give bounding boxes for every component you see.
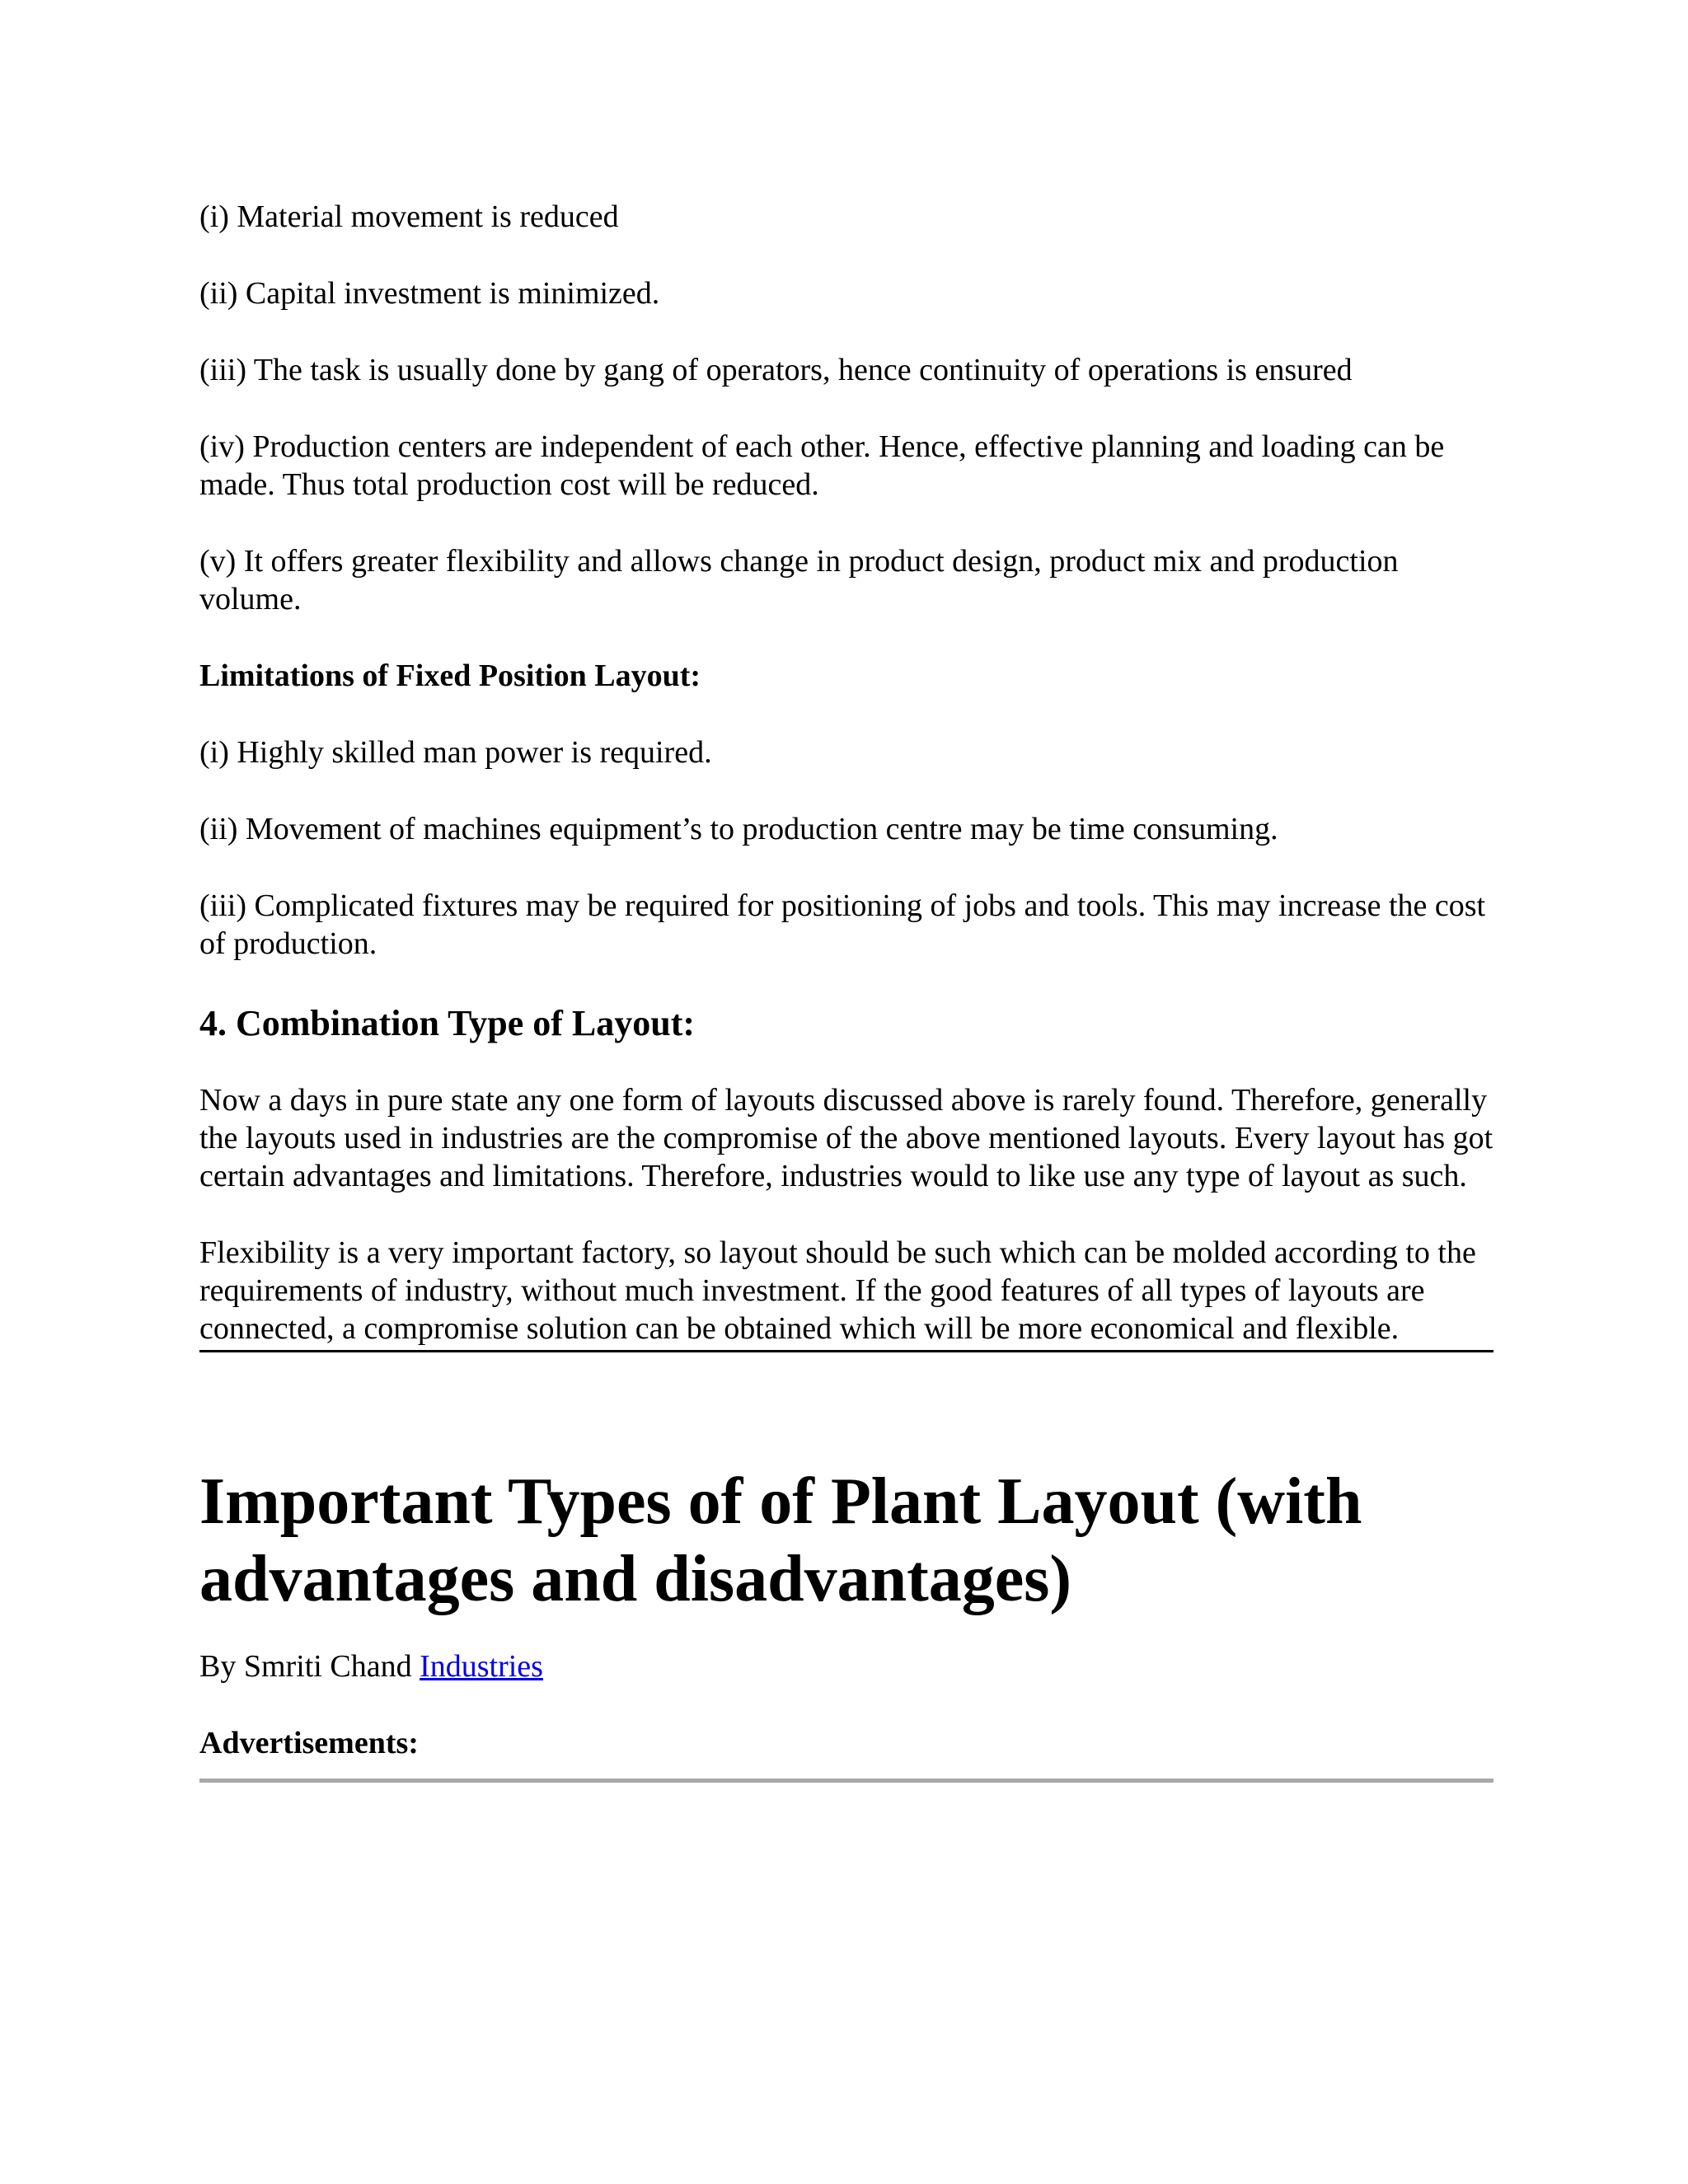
section-divider [199, 1350, 1493, 1352]
advertisements-label: Advertisements: [199, 1726, 419, 1760]
advantage-item-5: (v) It offers greater flexibility and allows change in product design, product mix and production volume. [199, 544, 1399, 616]
advantage-item-1: (i) Material movement is reduced [199, 199, 619, 234]
advantage-item-3: (iii) The task is usually done by gang of operators, hence continuity of operations is ensured [199, 353, 1353, 387]
limitations-heading: Limitations of Fixed Position Layout: [199, 658, 701, 693]
limitation-item-1: (i) Highly skilled man power is required. [199, 735, 712, 770]
document-page [199, 198, 1493, 1783]
combination-paragraph-2: Flexibility is a very important factory, so layout should be such which can be molded according to the requirements of industry, without much investment. If the good features of all types of layouts are connected, a compromise solution can be obtained which will be more economical and flexible. [199, 1235, 1476, 1346]
limitation-item-3: (iii) Complicated fixtures may be required for positioning of jobs and tools. This may increase the cost of production. [199, 888, 1486, 961]
byline [199, 1647, 1493, 1685]
combination-heading: 4. Combination Type of Layout: [199, 1003, 696, 1043]
advantage-item-2: (ii) Capital investment is minimized. [199, 276, 660, 311]
category-link[interactable]: Industries [420, 1649, 543, 1684]
limitation-item-2: (ii) Movement of machines equipment’s to production centre may be time consuming. [199, 812, 1278, 846]
ads-divider [199, 1779, 1493, 1783]
combination-paragraph-1: Now a days in pure state any one form of layouts discussed above is rarely found. Therefore, generally the layouts used in industries are the compromise of the above mentioned layouts. Every layout has got certain advantages and limitations. Therefore, industries would to like use any type of layout as such. [199, 1083, 1493, 1193]
article-title: Important Types of of Plant Layout (with advantages and disadvantages) [199, 1465, 1362, 1615]
byline-author: By Smriti Chand [199, 1649, 412, 1684]
advantage-item-4: (iv) Production centers are independent of each other. Hence, effective planning and loading can be made. Thus total production cost will be reduced. [199, 429, 1445, 502]
